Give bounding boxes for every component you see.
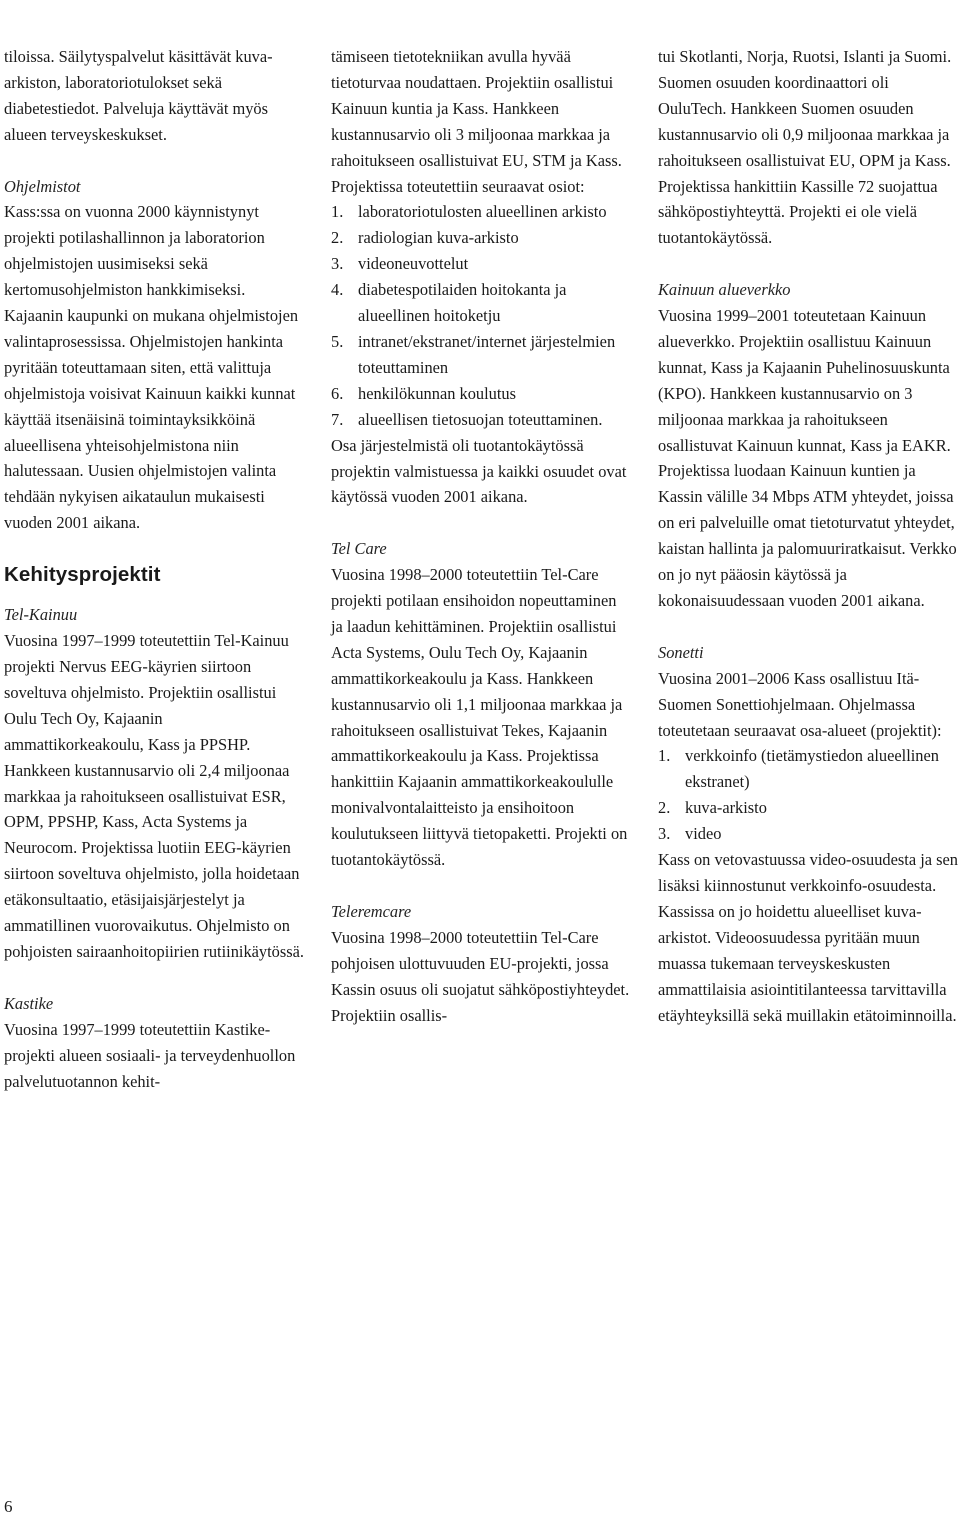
list-number: 4. <box>331 280 344 300</box>
list-number: 5. <box>331 331 344 351</box>
sonetti-heading: Sonetti <box>658 642 704 662</box>
list-item <box>331 251 631 277</box>
teleremcare-paragraph: Vuosina 1998–2000 toteutettiin Tel-Care pohjoisen ulottuvuuden EU-projekti, jossa Kassin osuus oli suojatut sähköpostiyhteydet. Projektiin osallis- <box>331 927 630 1025</box>
kastike-paragraph: Vuosina 1997–1999 toteutettiin Kastike-projekti alueen sosiaali- ja terveydenhuollon palvelutuotannon kehit- <box>4 1019 296 1091</box>
list-text: kuva-arkisto <box>685 798 767 818</box>
list-text: videoneuvottelut <box>358 254 469 274</box>
list-text: video <box>685 824 722 844</box>
teleremcare-heading: Teleremcare <box>331 901 412 921</box>
list-item <box>658 795 958 821</box>
section-title: Kehitysprojektit <box>4 563 161 587</box>
list-item <box>331 199 631 225</box>
after-list-paragraph: Osa järjestelmistä oli tuotantokäytössä projektin valmistuessa ja kaikki osuudet ovat käytössä vuoden 2001 aikana. <box>331 435 627 507</box>
alueverkko-heading: Kainuun alueverkko <box>658 280 791 300</box>
kastike-continued-paragraph: tämiseen tietotekniikan avulla hyvää tietoturvaa noudattaen. Projektiin osallistui Kainuun kuntia ja Kass. Hankkeen kustannusarvio oli 3 miljoonaa markkaa ja rahoitukseen osallistuivat EU, STM ja Kass. Projektissa toteutettiin seuraavat osiot: <box>331 47 622 196</box>
intro-paragraph: tiloissa. Säilytyspalvelut käsittävät kuva-arkiston, laboratoriotulokset sekä diabetestiedot. Palveluja käyttävät myös alueen terveyskeskukset. <box>4 47 273 144</box>
list-number: 1. <box>331 202 344 222</box>
list-number: 3. <box>658 824 671 844</box>
list-number: 2. <box>658 798 671 818</box>
list-number: 2. <box>331 228 344 248</box>
ohjelmistot-paragraph: Kass:ssa on vuonna 2000 käynnistynyt projekti potilashallinnon ja laboratorion ohjelmistojen uusimiseksi sekä kertomusohjelmiston hankkimiseksi. Kajaanin kaupunki on mukana ohjelmistojen valintaprosessissa. Ohjelmistojen hankinta pyritään toteuttamaan siten, että valittuja ohjelmistoja voisivat Kainuun kaikki kunnat käyttää itsenäisinä toimintayksikköinä alueellisena yhteisohjelmistona niin halutessaan. Uusien ohjelmistojen valinta tehdään nykyisen aikataulun mukaisesti vuoden 2001 aikana. <box>4 202 299 533</box>
list-text: diabetespotilaiden hoitokanta ja alueellinen hoitoketju <box>358 280 567 326</box>
list-item <box>331 329 631 381</box>
telcare-paragraph: Vuosina 1998–2000 toteutettiin Tel-Care projekti potilaan ensihoidon nopeuttaminen ja laadun kehittäminen. Projektiin osallistui Acta Systems, Oulu Tech Oy, Kajaanin ammattikorkeakoulu ja Kass. Hankkeen kustannusarvio oli 1,1 miljoonaa markkaa ja rahoitukseen osallistuivat Tekes, Kajaanin ammattikorkeakoulu ja Kass. Projektissa hankittiin Kajaanin ammattikorkeakoululle monivalvontalaitteisto ja ensihoitoon koulutukseen liittyvä tietopaketti. Projekti on tuotantokäytössä. <box>331 565 628 870</box>
sonetti-paragraph: Vuosina 2001–2006 Kass osallistuu Itä-Suomen Sonettiohjelmaan. Ohjelmassa toteutetaan seuraavat osa-alueet (projektit): <box>658 668 942 740</box>
teleremcare-continued-paragraph: tui Skotlanti, Norja, Ruotsi, Islanti ja Suomi. Suomen osuuden koordinaattori oli OuluTech. Hankkeen Suomen osuuden kustannusarvio oli 0,9 miljoonaa markkaa ja rahoitukseen osallistuivat EU, OPM ja Kass. Projektissa hankittiin Kassille 72 suojattua sähköpostiyhteyttä. Projekti ei ole vielä tuotantokäytössä. <box>658 47 952 248</box>
list-item <box>331 277 631 329</box>
list-item <box>658 743 958 795</box>
list-text: alueellisen tietosuojan toteuttaminen. <box>358 409 603 429</box>
list-number: 3. <box>331 254 344 274</box>
list-text: verkkoinfo (tietämystiedon alueellinen ekstranet) <box>685 746 939 792</box>
list-text: radiologian kuva-arkisto <box>358 228 519 248</box>
column-right <box>658 44 958 1028</box>
list-number: 7. <box>331 409 344 429</box>
list-item <box>331 381 631 407</box>
ohjelmistot-heading: Ohjelmistot <box>4 176 81 196</box>
page-number: 6 <box>4 1497 13 1516</box>
sonetti-list <box>658 743 958 847</box>
sonetti-after-list-paragraph: Kass on vetovastuussa video-osuudesta ja sen lisäksi kiinnostunut verkkoinfo-osuudesta. Kassissa on jo hoidettu alueelliset kuva-arkistot. Videoosuudessa pyritään muun muassa tukemaan terveyskeskusten ammattilaisia asiointitilanteessa tarvittavilla etäyhteyksillä sekä muillakin etätoiminnoilla. <box>658 850 958 1025</box>
list-text: laboratoriotulosten alueellinen arkisto <box>358 202 607 222</box>
list-text: henkilökunnan koulutus <box>358 383 516 403</box>
telkainuu-paragraph: Vuosina 1997–1999 toteutettiin Tel-Kainuu projekti Nervus EEG-käyrien siirtoon soveltuva ohjelmisto. Projektiin osallistui Oulu Tech Oy, Kajaanin ammattikorkeakoulu, Kass ja PPSHP. Hankkeen kustannusarvio oli 2,4 miljoonaa markkaa ja rahoitukseen osallistuivat ESR, OPM, PPSHP, Kass, Acta Systems ja Neurocom. Projektissa luotiin EEG-käyrien siirtoon soveltuva ohjelmisto, jolla hoidetaan etäkonsultaatio, etäsijaisjärjestelyt ja ammatillinen vuorovaikutus. Ohjelmisto on pohjoisten sairaanhoitopiirien rutiinikäytössä. <box>4 631 304 961</box>
list-item <box>331 407 631 433</box>
list-item <box>331 225 631 251</box>
list-item <box>658 821 958 847</box>
column-left <box>4 44 304 1094</box>
list-text: intranet/ekstranet/internet järjestelmien toteuttaminen <box>358 331 616 377</box>
telkainuu-heading: Tel-Kainuu <box>4 605 78 625</box>
list-number: 6. <box>331 383 344 403</box>
alueverkko-paragraph: Vuosina 1999–2001 toteutetaan Kainuun alueverkko. Projektiin osallistuu Kainuun kunnat, Kass ja Kajaanin Puhelinosuuskunta (KPO). Hankkeen kustannusarvio on 3 miljoonaa markkaa ja rahoitukseen osallistuvat Kainuun kunnat, Kass ja EAKR. Projektissa luodaan Kainuun kuntien ja Kassin välille 34 Mbps ATM yhteydet, joissa on eri palveluille omat tietoturvatut yhteydet, kaistan hallinta ja palomuuriratkaisut. Verkko on jo nyt pääosin käytössä ja kokonaisuudessaan vuoden 2001 aikana. <box>658 306 957 611</box>
kastike-list <box>331 199 631 432</box>
kastike-heading: Kastike <box>4 993 54 1013</box>
telcare-heading: Tel Care <box>331 539 387 559</box>
column-middle <box>331 44 631 1028</box>
list-number: 1. <box>658 746 671 766</box>
